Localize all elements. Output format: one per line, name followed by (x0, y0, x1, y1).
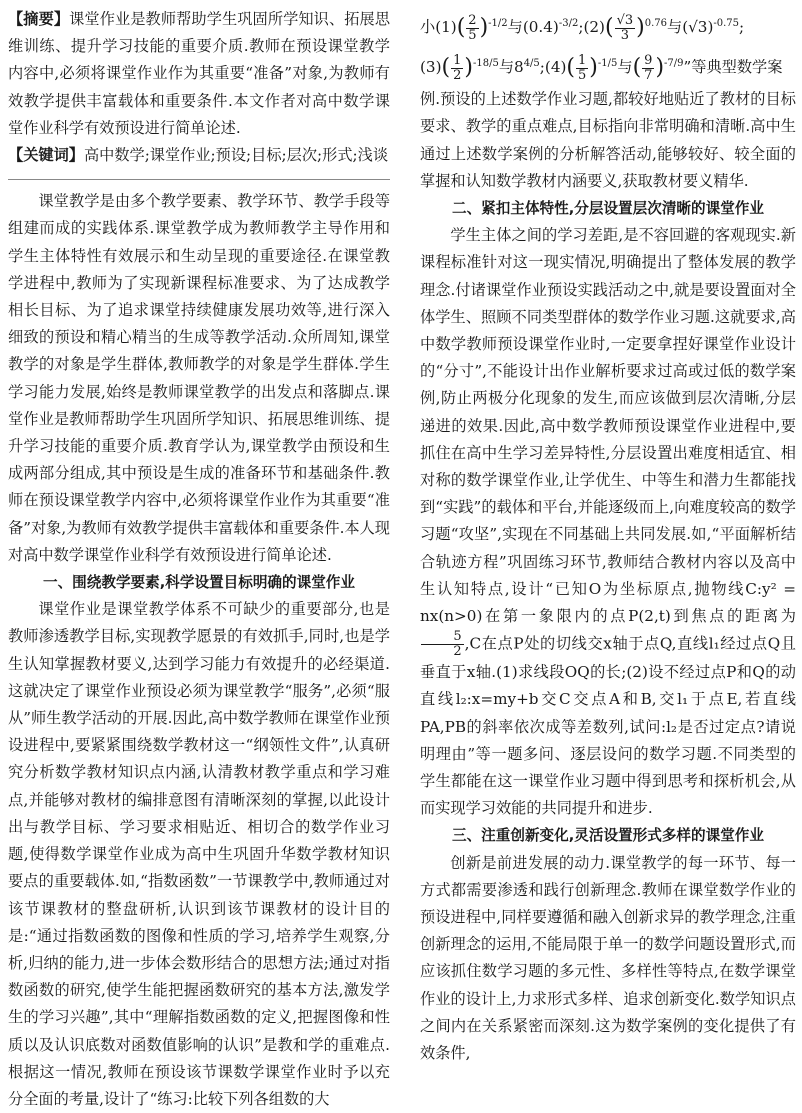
paren: ( (566, 55, 576, 81)
abstract (8, 6, 390, 142)
keywords-text: 高中数学;课堂作业;预设;目标;层次;形式;浅谈 (83, 146, 389, 165)
paren: ) (464, 55, 473, 81)
word-with: 与 (498, 58, 515, 77)
exponent: -0.75 (713, 18, 740, 29)
exponent: -1/5 (597, 58, 618, 70)
section-1-heading: 一、围绕教学要素,科学设置目标明确的课堂作业 (42, 574, 355, 592)
abstract-label: 【摘要】 (8, 10, 70, 28)
paragraph-after-math: 例.预设的上述数学作业习题,都较好地贴近了教材的目标要求、教学的重点难点,目标指向非常明确和清晰.高中生通过上述数学案例的分析解答活动,能够较好、较全面的掌握和认知数学教材内涵要义,获取教材要义精华. (420, 90, 796, 190)
divider (8, 179, 390, 180)
integer-base: 8 (514, 58, 524, 77)
keywords-label: 【关键词】 (8, 146, 84, 165)
paren: ) (655, 55, 665, 81)
decimal-base: (0.4) (522, 18, 559, 37)
root-base: (√3) (682, 18, 714, 37)
math-item-2-label: ;(2) (578, 18, 605, 37)
paren: ) (636, 15, 645, 41)
exponent: -7/9 (664, 58, 684, 70)
fraction: $\frac{2}{5}$ (468, 12, 477, 43)
fraction: $\frac{9}{7}$ (644, 52, 653, 83)
paren: ) (479, 15, 489, 41)
math-item-1-label: 小(1) (420, 18, 457, 37)
exponent: -3/2 (558, 18, 579, 29)
fraction-5-2: $\frac{5}{2}$ (421, 630, 464, 659)
abstract-text: 课堂作业是教师帮助学生巩固所学知识、拓展思维训练、提升学习技能的重要介质.教师在预设课堂教学内容中,必须将课堂作业作为其重要“准备”对象,为教师有效教学提供丰富载体和重要条件.本文作者对高中数学课堂作业科学有效预设进行简单论述. (8, 10, 391, 137)
keywords (8, 142, 390, 169)
right-column (420, 6, 796, 1067)
section-3-heading: 三、注重创新变化,灵活设置形式多样的课堂作业 (451, 827, 764, 845)
intro-paragraph: 课堂教学是由多个教学要素、教学环节、教学手段等组建而成的实践体系.课堂教学成为教师教学主导作用和学生主体特性有效展示和生动呈现的重要途径.在课堂教学进程中,教师为了实现新课程标准要求、为了达成教学相长目标、为了追求课堂持续健康发展功效等,进行深入细致的预设和精心精当的生成等教学活动.众所周知,课堂教学的对象是学生群体,教师教学的对象是学生群体.学生学习能力发展,始终是教师课堂教学的出发点和落脚点.课堂作业是教师帮助学生巩固所学知识、拓展思维训练、提升学习技能的重要介质.教育学认为,课堂教学由预设和生成两部分组成,其中预设是生成的准备环节和基础条件.教师在预设课堂教学内容中,必须将课堂作业作为其重要“准备”对象,为教师有效教学提供丰富载体和重要条件.本人现对高中数学课堂作业科学有效预设进行简单论述. (8, 192, 390, 564)
section-2-paragraph: 学生主体之间的学习差距,是不容回避的客观现实.新课程标准针对这一现实情况,明确提出了整体发展的教学理念.付诸课堂作业预设实践活动之中,就是要设置面对全体学生、照顾不同类型群体的数学作业习题.这就要求,高中数学教师预设课堂作业时,一定要拿捏好课堂作业设计的“分寸”,不能设计出作业解析要求过高或过低的数学案例,防止两极分化现象的发生,而应该做到层次清晰,分层递进的效果.因此,高中数学教师预设课堂作业进程中,要抓住在高中生学习差异特性,分层设置出难度相适宜、相对称的数学课堂作业,让学优生、中等生和潜力生都能找到“实践”的载体和平台,并能逐级而上,向难度较高的数学习题“攻坚”,实现在不同基础上共同发展.如,“平面解析结合轨迹方程”巩固练习环节,教师结合教材内容以及高中生认知特点,设计“已知O为坐标原点,抛物线C:y² = nx(n>0)在第一象限内的点P(2,t)到焦点的距离为 $\frac{5}{2}$ ,C在点P处的切线交x轴于点Q,直线l₁经过点Q且垂直于x轴.(1)求线段OQ的长;(2)设不经过点P和Q的动直线l₂:x=my+b交C交点A和B,交l₁于点E,若直线PA,PB的斜率依次成等差数列,试问:l₂是否过定点?请说明理由”等一题多问、逐层设问的数学习题.不同类型的学生都能在这一课堂作业习题中得到思考和探析机会,从而实现学习效能的共同提升和进步. (420, 226, 796, 818)
exponent: -18/5 (472, 58, 499, 70)
paren: ( (441, 55, 451, 81)
paren: ) (589, 55, 598, 81)
math-item-3-label: (3) (420, 58, 442, 77)
math-item-4-label: ;(4) (539, 58, 567, 77)
fraction: $\frac{1}{2}$ (453, 52, 462, 83)
fraction: $\frac{√3}{3}$ (616, 12, 634, 43)
paren: ( (632, 55, 642, 81)
paren: ( (604, 15, 614, 41)
section-3-paragraph: 创新是前进发展的动力.课堂教学的每一环节、每一方式都需要渗透和践行创新理念.教师在课堂数学作业的预设进程中,同样要遵循和融入创新求异的教学理念,注重创新理念的运用,不能局限于单一的数学问题设置形式,而应该抓住数学习题的多元性、多样性等特点,在数学课堂作业的设计上,力求形式多样、追求创新变化.数学知识点之间内在关系紧密而深刻.这为数学案例的变化提供了有效条件, (420, 853, 796, 1063)
word-with: 与 (667, 18, 683, 37)
fraction: $\frac{1}{5}$ (578, 52, 587, 83)
paren: ( (456, 15, 466, 41)
word-with: 与 (507, 18, 523, 37)
math-examples: 小(1)( $\frac{2}{5}$ )$^{-1/2}$与$(0.4)^{-3/2};(2)$( $\frac{√3}{3}$ )$^{0.76}$与$(√3)^{-0.75}$; (3)( $\frac{1}{2}$ )$^{-18/5}$与$8^{4/5};(4)$( $\frac{1}{5}$ )$^{-1/5}$与( $\frac{9}{7}$ )$^{-7/9}$”等典型数学案 (420, 12, 783, 83)
exponent: -1/2 (488, 18, 508, 29)
math-tail: ”等典型数学案 (683, 58, 783, 77)
left-column (8, 6, 390, 1113)
exponent: 4/5 (523, 58, 540, 70)
section-2-heading: 二、紧扣主体特性,分层设置层次清晰的课堂作业 (451, 199, 764, 217)
exponent: 0.76 (644, 18, 667, 29)
word-with: 与 (617, 58, 633, 77)
section-1-paragraph: 课堂作业是课堂教学体系不可缺少的重要部分,也是教师渗透教学目标,实现教学愿景的有效抓手,同时,也是学生认知掌握教材要义,达到学习能力有效提升的必经渠道.这就决定了课堂作业预设必须为课堂教学“服务”,必须“服从”师生教学活动的开展.因此,高中数学教师在课堂作业预设进程中,要紧紧围绕数学教材这一“纲领性文件”,认真研究分析数学教材知识点内涵,认清教材教学重点和学习难点,并能够对教材的编排意图有清晰深刻的掌握,以此设计出与教学目标、学习要求相贴近、相切合的数学作业习题,使得数学课堂作业成为高中生巩固升华数学教材知识要点的重要载体.如,“指数函数”一节课教学中,教师通过对该节课教材的整盘研析,认识到该节课教材的设计目的是:“通过指数函数的图像和性质的学习,培养学生观察,分析,归纳的能力,进一步体会数形结合的思想方法;通过对指数函数的研究,使学生能把握函数研究的基本方法,激发学生的学习兴趣”,其中“理解指数函数的定义,把握图像和性质以及认识底数对函数值影响的认识”是教和学的重难点.根据这一情况,教师在预设该节课数学课堂作业时予以充分全面的考量,设计了“练习:比较下列各组数的大 (8, 600, 390, 1108)
